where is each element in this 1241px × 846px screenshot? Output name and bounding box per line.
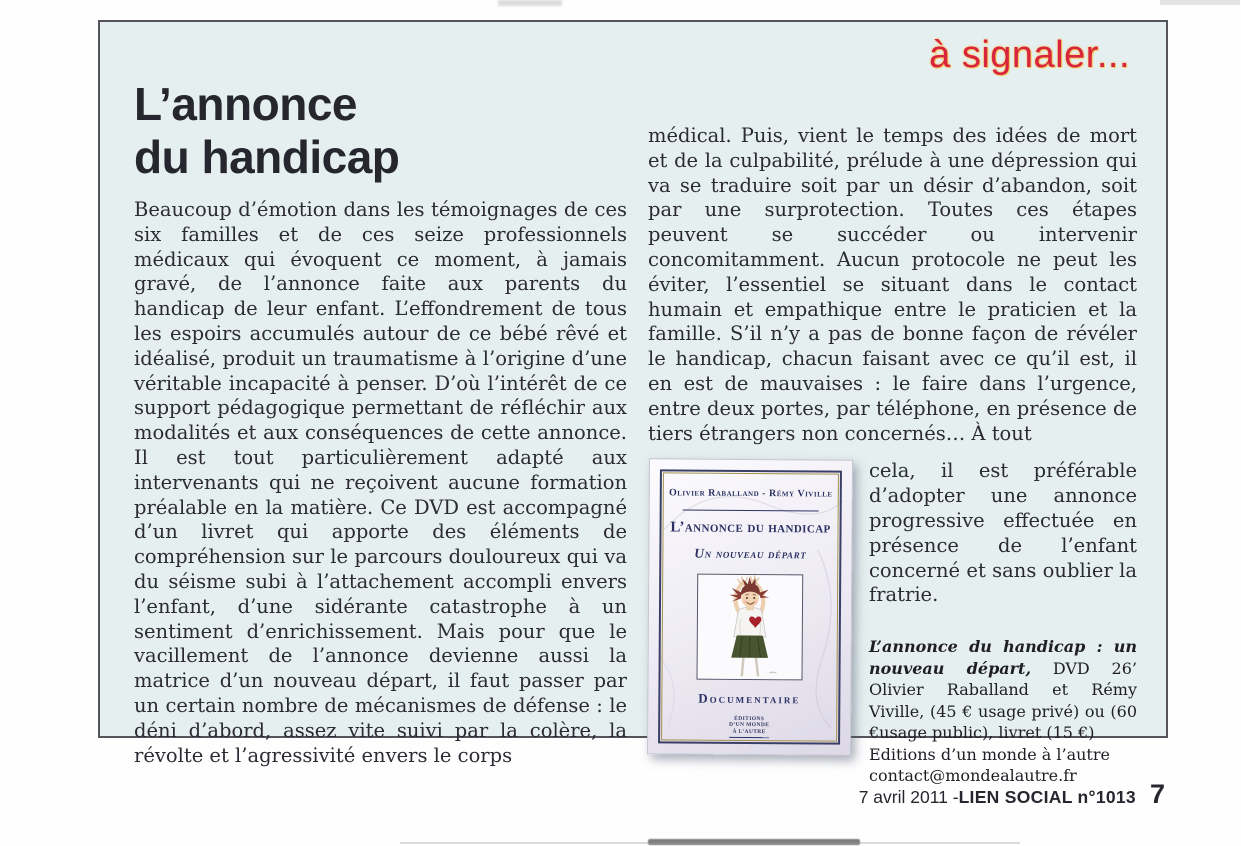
- page-footer: [859, 779, 1165, 810]
- body-paragraph-right-top: médical. Puis, vient le temps des idées de mort et de la culpabilité, prélude à une dépression qui va se traduire soit par un désir d’abandon, soit par une surprotection. Toutes ces étapes peuvent se succéder ou intervenir concomitamment. Aucun protocole ne peut les éviter, l’essentiel se situant dans le contact humain et empathique entre le praticien et la famille. S’il n’y a pas de bonne façon de révéler le handicap, chacun faisant avec ce qu’il est, il en est de mauvaises : le faire dans l’urgence, entre deux portes, par téléphone, en présence de tiers étrangers non concernés… À tout: [648, 124, 1137, 445]
- scan-artifact: [498, 0, 562, 6]
- footer-magazine-title: LIEN SOCIAL n°1013: [958, 787, 1136, 807]
- title-line-2: du handicap: [134, 131, 400, 183]
- scan-artifact: [400, 842, 1020, 844]
- article-column-left: [134, 198, 627, 768]
- caption-email: contact@mondealautre.fr: [869, 766, 1077, 786]
- body-paragraph-left: Beaucoup d’émotion dans les témoignages de ces six familles et de ces seize professionnels médicaux qui évoquent ce moment, à jamais gravé, de l’annonce faite aux parents du handicap de leur enfant. L’effondrement de tous les espoirs accumulés autour de ce bébé rêvé et idéalisé, produit un traumatisme à l’origine d’une véritable incapacité à penser. D’où l’intérêt de ce support pédagogique permettant de réfléchir aux modalités et aux conséquences de cette annonce. Il est tout particulièrement adapté aux intervenants qui ne reçoivent aucune formation préalable en la matière. Ce DVD est accompagné d’un livret qui apporte des éléments de compréhension sur le parcours douloureux qui va du séisme subi à l’attachement accompli envers l’enfant, d’une sidérante catastrophe à un sentiment d’enrichissement. Mais pour que le vacillement de l’annonce devienne aussi la matrice d’un nouveau départ, il faut passer par un certain nombre de mécanismes de défense : le déni d’abord, assez vite suivi par la colère, la révolte et l’agressivité envers le corps: [134, 198, 627, 767]
- girl-drawing-icon: [698, 575, 803, 680]
- footer-page-number: 7: [1149, 779, 1165, 809]
- dvd-cover: [647, 459, 853, 756]
- cover-rule: [683, 510, 819, 512]
- cover-publisher-line: ÉDITIONS: [734, 715, 765, 722]
- footer-date: 7 avril 2011 -: [858, 787, 959, 807]
- dvd-caption: [869, 636, 1137, 787]
- dvd-and-caption-row: [648, 459, 1137, 786]
- page-title: [134, 78, 399, 184]
- article-panel: [98, 20, 1168, 786]
- section-label: à signaler...: [929, 34, 1130, 76]
- caption-main: [869, 636, 1137, 744]
- scan-artifact: [1160, 0, 1240, 5]
- body-paragraph-right-wrap: cela, il est préférable d’adopter une annonce progressive effectuée en présence de l’enfant concerné et sans oublier la fratrie.: [869, 459, 1137, 607]
- cover-genre: Documentaire: [698, 690, 801, 707]
- scan-artifact: [648, 839, 860, 845]
- cover-subtitle: Un nouveau départ: [694, 545, 807, 562]
- cover-content: [664, 476, 836, 739]
- title-line-1: L’annonce: [134, 78, 357, 130]
- cover-title: L’annonce du handicap: [670, 519, 831, 537]
- cover-publisher-logo: [729, 716, 769, 739]
- cover-authors: Olivier Raballand - Rémy Viville: [668, 487, 833, 500]
- cover-publisher-line: À L’AUTRE: [732, 728, 766, 735]
- caption-lead: L’annonce du handicap : un nouveau départ,: [869, 637, 1137, 678]
- cover-publisher-line: D’UN MONDE: [729, 722, 770, 729]
- caption-publisher: Editions d’un monde à l’autre: [869, 744, 1110, 764]
- beside-cover-column: [869, 459, 1137, 786]
- caption-details: DVD 26’ Olivier Raballand et Rémy Viville, (45 € usage privé) ou (60 €usage public), livret (15 €): [869, 658, 1137, 743]
- girl-illustration: [696, 574, 803, 681]
- article-column-right: [648, 124, 1137, 787]
